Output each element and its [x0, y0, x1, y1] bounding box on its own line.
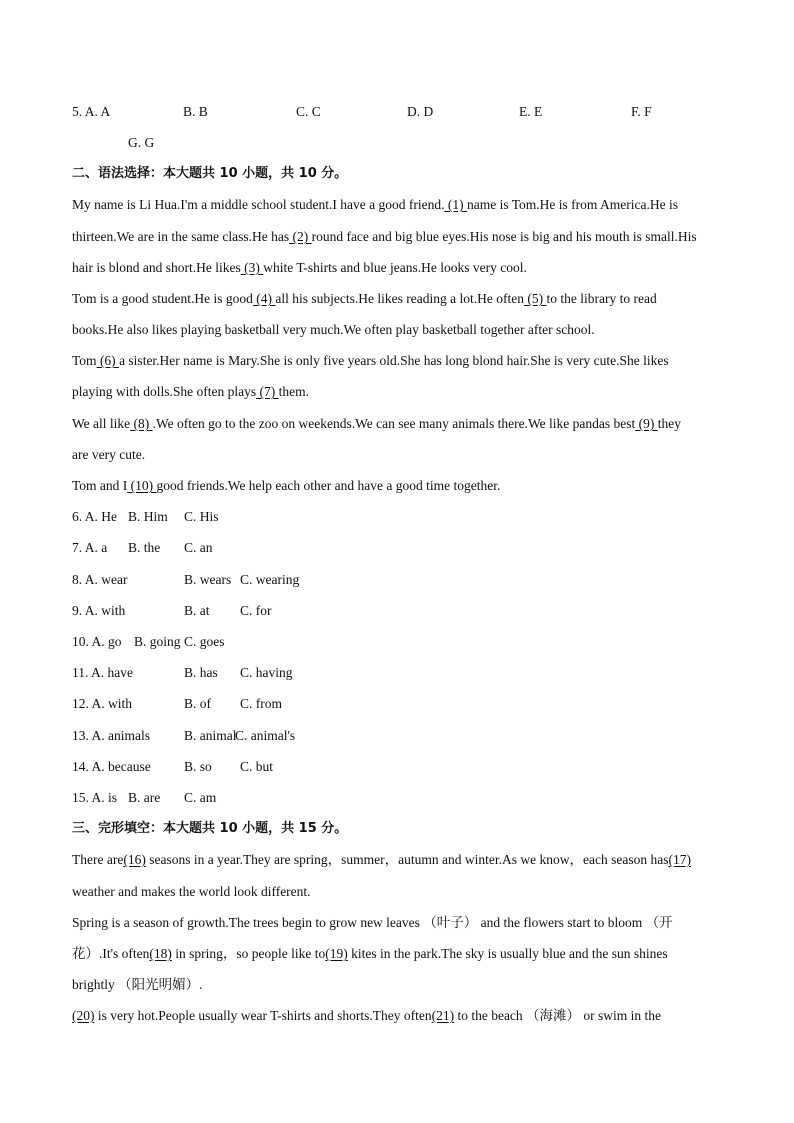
section3-heading: 三、完形填空：本大题共 10 小题，共 15 分。 — [72, 821, 348, 836]
section2-heading: 二、语法选择：本大题共 10 小题，共 10 分。 — [72, 166, 348, 181]
option-b[interactable]: B. of — [184, 696, 211, 711]
option-c[interactable]: C. for — [240, 603, 272, 618]
option-c[interactable]: C. but — [240, 759, 274, 774]
option-c[interactable]: C. an — [184, 540, 213, 555]
blank-1: (1) — [444, 197, 467, 212]
question-6 — [72, 508, 732, 526]
option-c[interactable]: C. goes — [184, 634, 225, 649]
q5-options — [72, 103, 732, 121]
blank-5: (5) — [523, 291, 547, 306]
passage1-line: We all like (8) .We often go to the zoo on weekends.We can see many animals there.We like pandas best (9) they — [72, 416, 681, 431]
option-b[interactable]: B. are — [128, 790, 161, 805]
option-a[interactable]: 12. A. with — [72, 696, 133, 711]
passage2-line: There are(16) seasons in a year.They are spring，summer，autumn and winter.As we know，each season has(17) — [72, 852, 691, 867]
passage1-line: My name is Li Hua.I'm a middle school student.I have a good friend. (1) name is Tom.He is from America.He is — [72, 197, 678, 212]
blank-16: (16) — [123, 852, 146, 867]
question-15 — [72, 789, 732, 807]
passage2-line: brightly （阳光明媚）. — [72, 977, 203, 992]
q5-option-d[interactable]: D. D — [407, 104, 434, 119]
passage2-line: 花）.It's often(18) in spring，so people like to(19) kites in the park.The sky is usually blue and the sun shines — [72, 946, 668, 961]
question-12 — [72, 695, 732, 713]
option-a[interactable]: 7. A. a — [72, 540, 108, 555]
option-a[interactable]: 9. A. with — [72, 603, 126, 618]
passage1-line: are very cute. — [72, 447, 146, 462]
q5-option-g[interactable]: G. G — [128, 135, 155, 150]
passage2-line: weather and makes the world look different. — [72, 884, 311, 899]
blank-21: (21) — [431, 1008, 455, 1023]
option-b[interactable]: B. Him — [128, 509, 168, 524]
blank-7: (7) — [256, 384, 279, 399]
option-a[interactable]: 14. A. because — [72, 759, 151, 774]
question-10 — [72, 633, 732, 651]
blank-18: (18) — [149, 946, 172, 961]
question-14 — [72, 758, 732, 776]
blank-10: (10) — [127, 478, 157, 493]
option-c[interactable]: C. from — [240, 696, 282, 711]
q5-option-e[interactable]: E. E — [519, 104, 543, 119]
option-a[interactable]: 8. A. wear — [72, 572, 128, 587]
option-b[interactable]: B. so — [184, 759, 212, 774]
blank-4: (4) — [252, 291, 276, 306]
blank-19: (19) — [325, 946, 348, 961]
option-c[interactable]: C. His — [184, 509, 219, 524]
blank-17: (17) — [668, 852, 691, 867]
q5-options-row2 — [128, 134, 788, 152]
q5-option-f[interactable]: F. F — [631, 104, 652, 119]
passage1-line: playing with dolls.She often plays (7) them. — [72, 384, 309, 399]
option-a[interactable]: 10. A. go — [72, 634, 122, 649]
option-b[interactable]: B. going — [134, 634, 181, 649]
option-b[interactable]: B. at — [184, 603, 210, 618]
option-b[interactable]: B. animal — [184, 728, 237, 743]
question-8 — [72, 571, 732, 589]
option-b[interactable]: B. has — [184, 665, 218, 680]
option-c[interactable]: C. wearing — [240, 572, 300, 587]
q5-option-a[interactable]: 5. A. A — [72, 104, 111, 119]
passage1-line: hair is blond and short.He likes (3) white T-shirts and blue jeans.He looks very cool. — [72, 260, 527, 275]
option-b[interactable]: B. the — [128, 540, 161, 555]
passage1-line: Tom is a good student.He is good (4) all his subjects.He likes reading a lot.He often (5) to the library to read — [72, 291, 657, 306]
blank-20: (20) — [72, 1008, 95, 1023]
blank-2: (2) — [289, 229, 312, 244]
blank-9: (9) — [635, 416, 658, 431]
option-a[interactable]: 11. A. have — [72, 665, 133, 680]
passage1-line: Tom and I (10) good friends.We help each other and have a good time together. — [72, 478, 501, 493]
passage2-line: Spring is a season of growth.The trees begin to grow new leaves （叶子） and the flowers start to bloom （开 — [72, 915, 673, 930]
option-a[interactable]: 15. A. is — [72, 790, 118, 805]
blank-3: (3) — [240, 260, 264, 275]
question-7 — [72, 539, 732, 557]
q5-option-c[interactable]: C. C — [296, 104, 321, 119]
question-9 — [72, 602, 732, 620]
passage1-line: thirteen.We are in the same class.He has (2) round face and big blue eyes.His nose is big and his mouth is small.His — [72, 229, 697, 244]
blank-6: (6) — [96, 353, 120, 368]
option-a[interactable]: 13. A. animals — [72, 728, 151, 743]
passage2-line: (20) is very hot.People usually wear T-shirts and shorts.They often(21) to the beach （海滩） or swim in the — [72, 1008, 662, 1023]
option-c[interactable]: C. animal's — [235, 728, 296, 743]
question-11 — [72, 664, 732, 682]
option-c[interactable]: C. having — [240, 665, 293, 680]
option-a[interactable]: 6. A. He — [72, 509, 118, 524]
passage1-line: books.He also likes playing basketball very much.We often play basketball together after school. — [72, 322, 595, 337]
blank-8: (8) — [130, 416, 153, 431]
option-c[interactable]: C. am — [184, 790, 217, 805]
option-b[interactable]: B. wears — [184, 572, 232, 587]
passage1-line: Tom (6) a sister.Her name is Mary.She is only five years old.She has long blond hair.She is very cute.She likes — [72, 353, 669, 368]
q5-option-b[interactable]: B. B — [183, 104, 208, 119]
question-13 — [72, 727, 732, 745]
